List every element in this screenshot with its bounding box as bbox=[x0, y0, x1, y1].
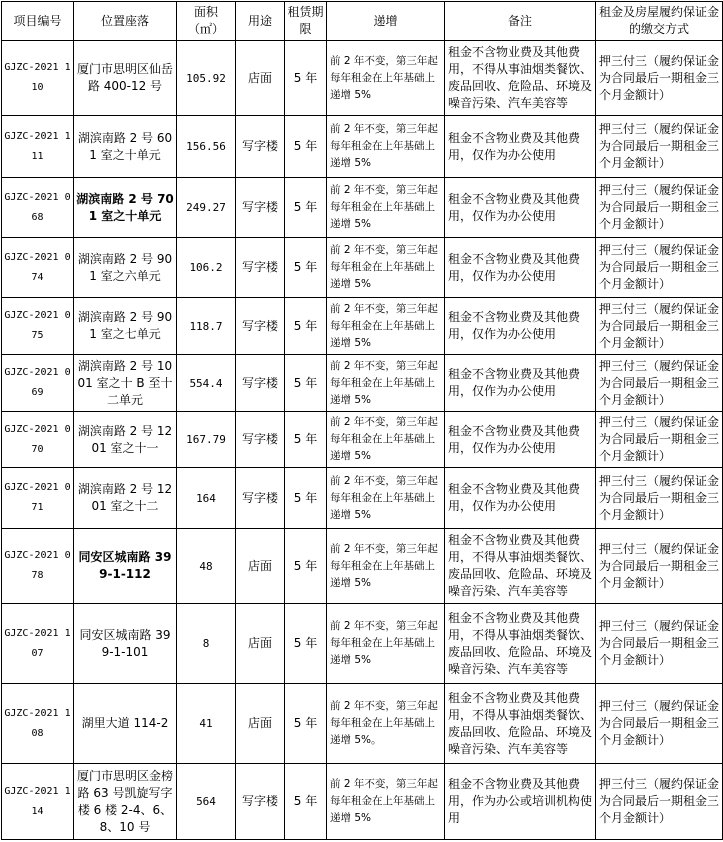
cell-code: GJZC-2021 075 bbox=[2, 298, 74, 355]
cell-use: 写字楼 bbox=[236, 468, 285, 529]
cell-increase: 前 2 年不变，第三年起每年租金在上年基础上递增 5% bbox=[327, 116, 445, 178]
header-row bbox=[2, 2, 723, 41]
cell-location: 厦门市思明区仙岳路 400-12 号 bbox=[74, 41, 177, 116]
cell-term: 5 年 bbox=[285, 412, 327, 468]
cell-payment: 押三付三（履约保证金为合同最后一期租金三个月金额计） bbox=[596, 412, 723, 468]
cell-term: 5 年 bbox=[285, 604, 327, 684]
cell-remark: 租金不含物业费及其他费用，仅作为办公使用 bbox=[445, 238, 596, 298]
cell-code: GJZC-2021 074 bbox=[2, 238, 74, 298]
cell-remark: 租金不含物业费及其他费用，不得从事油烟类餐饮、废品回收、危险品、环境及噪音污染、汽车美容等 bbox=[445, 529, 596, 604]
header-remark: 备注 bbox=[445, 2, 596, 41]
cell-term: 5 年 bbox=[285, 178, 327, 238]
cell-location: 湖里大道 114-2 bbox=[74, 684, 177, 764]
cell-area: 106.2 bbox=[177, 238, 236, 298]
lease-table bbox=[1, 1, 723, 840]
header-area: 面积（㎡） bbox=[177, 2, 236, 41]
cell-location: 厦门市思明区金榜路 63 号凯旋写字楼 6 楼 2-4、6、8、10 号 bbox=[74, 764, 177, 840]
cell-increase: 前 2 年不变，第三年起每年租金在上年基础上递增 5% bbox=[327, 355, 445, 412]
cell-term: 5 年 bbox=[285, 764, 327, 840]
cell-area: 118.7 bbox=[177, 298, 236, 355]
cell-location: 湖滨南路 2 号 1201 室之十二 bbox=[74, 468, 177, 529]
cell-increase: 前 2 年不变，第三年起每年租金在上年基础上递增 5% bbox=[327, 238, 445, 298]
cell-area: 164 bbox=[177, 468, 236, 529]
table-row bbox=[2, 238, 723, 298]
cell-remark: 租金不含物业费及其他费用，仅作为办公使用 bbox=[445, 298, 596, 355]
cell-location: 湖滨南路 2 号 901 室之六单元 bbox=[74, 238, 177, 298]
cell-payment: 押三付三（履约保证金为合同最后一期租金三个月金额计） bbox=[596, 604, 723, 684]
cell-use: 店面 bbox=[236, 41, 285, 116]
cell-area: 249.27 bbox=[177, 178, 236, 238]
cell-remark: 租金不含物业费及其他费用，不得从事油烟类餐饮、废品回收、危险品、环境及噪音污染、汽车美容等 bbox=[445, 684, 596, 764]
table-row bbox=[2, 298, 723, 355]
cell-location: 湖滨南路 2 号 601 室之十单元 bbox=[74, 116, 177, 178]
cell-use: 写字楼 bbox=[236, 764, 285, 840]
cell-area: 105.92 bbox=[177, 41, 236, 116]
table-row bbox=[2, 468, 723, 529]
cell-area: 156.56 bbox=[177, 116, 236, 178]
cell-payment: 押三付三（履约保证金为合同最后一期租金三个月金额计） bbox=[596, 529, 723, 604]
cell-payment: 押三付三（履约保证金为合同最后一期租金三个月金额计） bbox=[596, 238, 723, 298]
cell-term: 5 年 bbox=[285, 238, 327, 298]
cell-payment: 押三付三（履约保证金为合同最后一期租金三个月金额计） bbox=[596, 298, 723, 355]
cell-term: 5 年 bbox=[285, 684, 327, 764]
table-row bbox=[2, 41, 723, 116]
cell-payment: 押三付三（履约保证金为合同最后一期租金三个月金额计） bbox=[596, 355, 723, 412]
header-term: 租赁期限 bbox=[285, 2, 327, 41]
cell-code: GJZC-2021 078 bbox=[2, 529, 74, 604]
header-payment: 租金及房屋履约保证金的缴交方式 bbox=[596, 2, 723, 41]
cell-code: GJZC-2021 068 bbox=[2, 178, 74, 238]
cell-use: 写字楼 bbox=[236, 298, 285, 355]
cell-area: 167.79 bbox=[177, 412, 236, 468]
table-row bbox=[2, 355, 723, 412]
cell-remark: 租金不含物业费及其他费用，仅作为办公使用 bbox=[445, 178, 596, 238]
cell-code: GJZC-2021 071 bbox=[2, 468, 74, 529]
cell-area: 41 bbox=[177, 684, 236, 764]
cell-use: 写字楼 bbox=[236, 412, 285, 468]
cell-payment: 押三付三（履约保证金为合同最后一期租金三个月金额计） bbox=[596, 116, 723, 178]
cell-code: GJZC-2021 069 bbox=[2, 355, 74, 412]
cell-area: 8 bbox=[177, 604, 236, 684]
table-row bbox=[2, 604, 723, 684]
cell-increase: 前 2 年不变，第三年起每年租金在上年基础上递增 5% bbox=[327, 178, 445, 238]
cell-area: 48 bbox=[177, 529, 236, 604]
cell-code: GJZC-2021 111 bbox=[2, 116, 74, 178]
cell-increase: 前 2 年不变，第三年起每年租金在上年基础上递增 5% bbox=[327, 529, 445, 604]
cell-payment: 押三付三（履约保证金为合同最后一期租金三个月金额计） bbox=[596, 684, 723, 764]
cell-use: 写字楼 bbox=[236, 116, 285, 178]
cell-use: 店面 bbox=[236, 529, 285, 604]
table-row bbox=[2, 412, 723, 468]
cell-remark: 租金不含物业费及其他费用，仅作为办公使用 bbox=[445, 468, 596, 529]
cell-code: GJZC-2021 070 bbox=[2, 412, 74, 468]
cell-increase: 前 2 年不变，第三年起每年租金在上年基础上递增 5% bbox=[327, 41, 445, 116]
cell-use: 店面 bbox=[236, 684, 285, 764]
cell-code: GJZC-2021 108 bbox=[2, 684, 74, 764]
cell-term: 5 年 bbox=[285, 41, 327, 116]
cell-remark: 租金不含物业费及其他费用，仅作为办公使用 bbox=[445, 116, 596, 178]
cell-remark: 租金不含物业费及其他费用，仅作为办公使用 bbox=[445, 355, 596, 412]
cell-code: GJZC-2021 110 bbox=[2, 41, 74, 116]
cell-term: 5 年 bbox=[285, 355, 327, 412]
cell-code: GJZC-2021 114 bbox=[2, 764, 74, 840]
cell-increase: 前 2 年不变，第三年起每年租金在上年基础上递增 5% bbox=[327, 412, 445, 468]
cell-increase: 前 2 年不变，第三年起每年租金在上年基础上递增 5% bbox=[327, 468, 445, 529]
cell-payment: 押三付三（履约保证金为合同最后一期租金三个月金额计） bbox=[596, 41, 723, 116]
cell-location: 同安区城南路 399-1-101 bbox=[74, 604, 177, 684]
cell-use: 写字楼 bbox=[236, 178, 285, 238]
cell-location: 湖滨南路 2 号 1201 室之十一 bbox=[74, 412, 177, 468]
cell-remark: 租金不含物业费及其他费用，不得从事油烟类餐饮、废品回收、危险品、环境及噪音污染、汽车美容等 bbox=[445, 41, 596, 116]
cell-increase: 前 2 年不变，第三年起每年租金在上年基础上递增 5% bbox=[327, 604, 445, 684]
cell-payment: 押三付三（履约保证金为合同最后一期租金三个月金额计） bbox=[596, 764, 723, 840]
cell-use: 店面 bbox=[236, 604, 285, 684]
cell-area: 564 bbox=[177, 764, 236, 840]
cell-payment: 押三付三（履约保证金为合同最后一期租金三个月金额计） bbox=[596, 178, 723, 238]
cell-use: 写字楼 bbox=[236, 355, 285, 412]
header-use: 用途 bbox=[236, 2, 285, 41]
cell-location: 湖滨南路 2 号 1001 室之十 B 至十二单元 bbox=[74, 355, 177, 412]
table-row bbox=[2, 178, 723, 238]
cell-location: 湖滨南路 2 号 701 室之十单元 bbox=[74, 178, 177, 238]
cell-term: 5 年 bbox=[285, 116, 327, 178]
cell-use: 写字楼 bbox=[236, 238, 285, 298]
header-location: 位置座落 bbox=[74, 2, 177, 41]
cell-term: 5 年 bbox=[285, 529, 327, 604]
cell-code: GJZC-2021 107 bbox=[2, 604, 74, 684]
cell-increase: 前 2 年不变，第三年起每年租金在上年基础上递增 5% bbox=[327, 298, 445, 355]
cell-increase: 前 2 年不变，第三年起每年租金在上年基础上递增 5% bbox=[327, 764, 445, 840]
table-row bbox=[2, 684, 723, 764]
cell-remark: 租金不含物业费及其他费用，不得从事油烟类餐饮、废品回收、危险品、环境及噪音污染、汽车美容等 bbox=[445, 604, 596, 684]
cell-term: 5 年 bbox=[285, 298, 327, 355]
cell-area: 554.4 bbox=[177, 355, 236, 412]
cell-location: 同安区城南路 399-1-112 bbox=[74, 529, 177, 604]
cell-term: 5 年 bbox=[285, 468, 327, 529]
cell-remark: 租金不含物业费及其他费用，作为办公或培训机构使用 bbox=[445, 764, 596, 840]
cell-increase: 前 2 年不变，第三年起每年租金在上年基础上递增 5%。 bbox=[327, 684, 445, 764]
table-row bbox=[2, 116, 723, 178]
cell-payment: 押三付三（履约保证金为合同最后一期租金三个月金额计） bbox=[596, 468, 723, 529]
cell-location: 湖滨南路 2 号 901 室之七单元 bbox=[74, 298, 177, 355]
header-code: 项目编号 bbox=[2, 2, 74, 41]
table-row bbox=[2, 529, 723, 604]
cell-remark: 租金不含物业费及其他费用，仅作为办公使用 bbox=[445, 412, 596, 468]
header-increase: 递增 bbox=[327, 2, 445, 41]
table-row bbox=[2, 764, 723, 840]
